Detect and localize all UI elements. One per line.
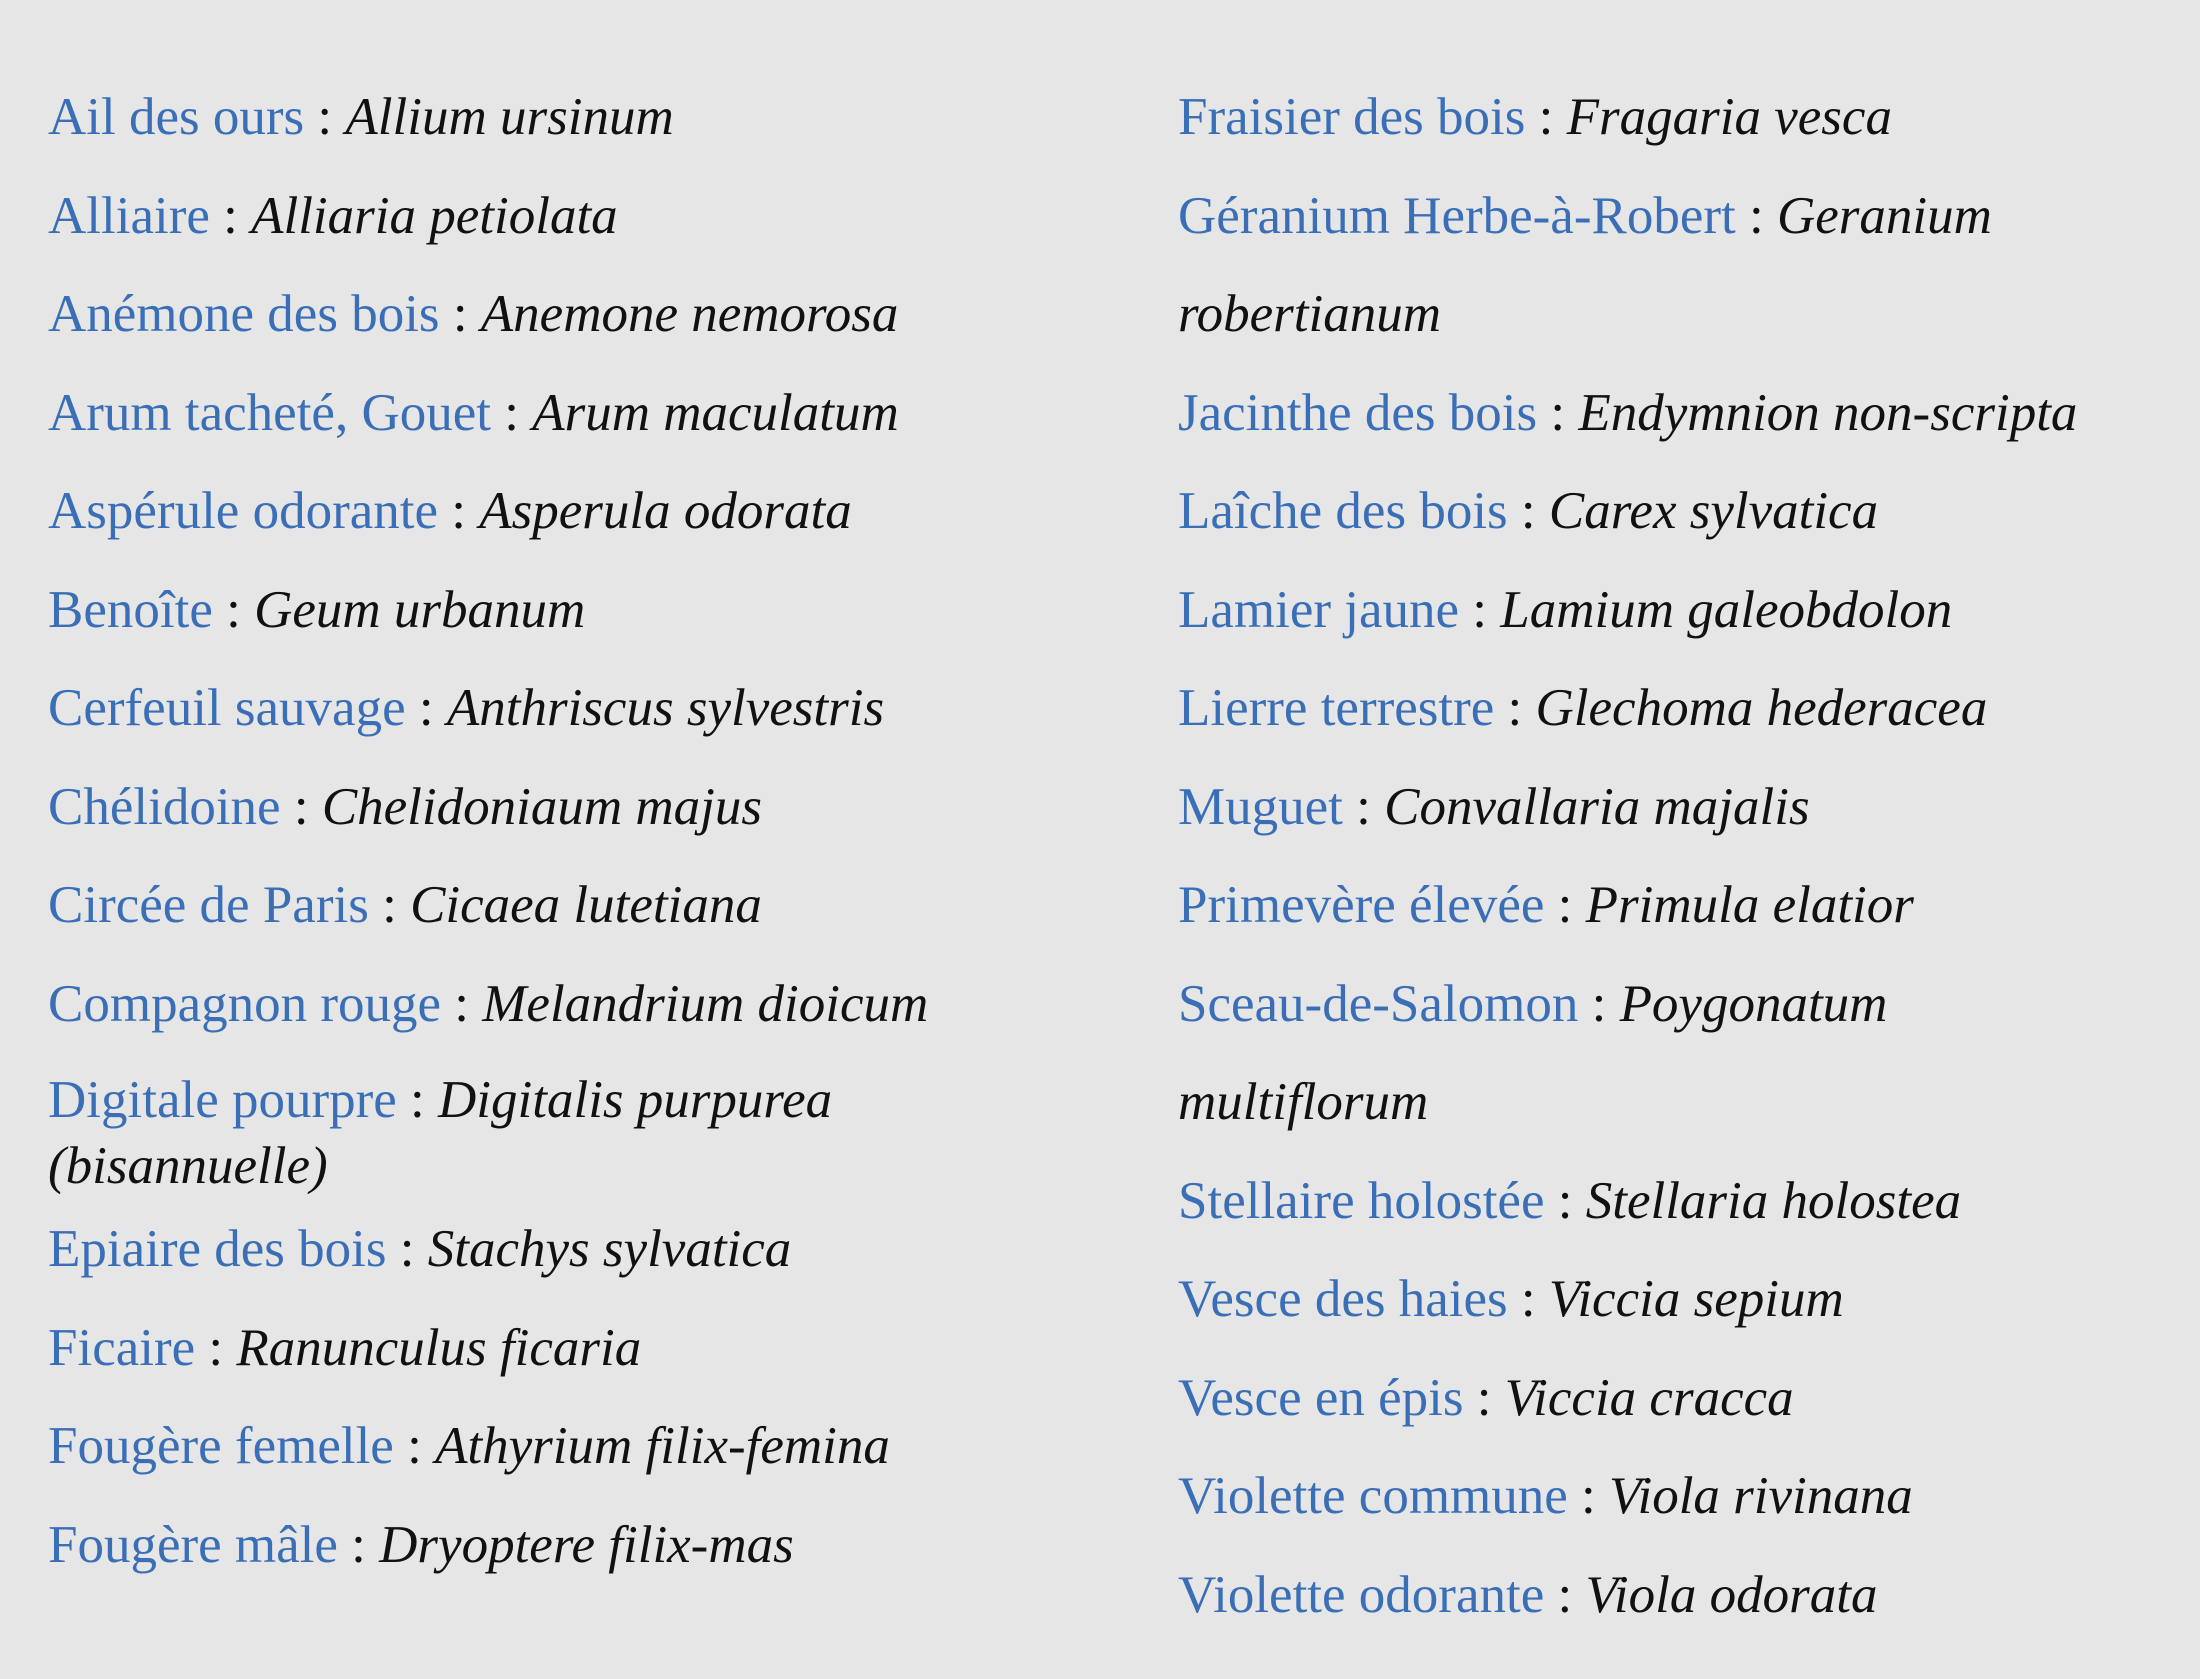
scientific-name: Convallaria majalis [1384, 777, 1810, 836]
scientific-name: Stachys sylvatica [427, 1220, 792, 1278]
common-name-link[interactable]: Violette commune [1178, 1467, 1568, 1525]
plant-entry [48, 1299, 1128, 1398]
common-name-link[interactable]: Fougère mâle [48, 1515, 338, 1574]
scientific-name: Digitalis purpurea (bisannuelle) [48, 1071, 833, 1195]
separator: : [405, 679, 447, 737]
scientific-name: Poygonatum multiflorum [1178, 974, 1888, 1131]
common-name-link[interactable]: Chélidoine [48, 777, 281, 836]
plant-entry [1178, 167, 2078, 364]
separator: : [195, 1318, 237, 1377]
scientific-name: Viola odorata [1585, 1565, 1878, 1624]
plant-entry [48, 462, 1128, 561]
plant-entry [48, 1496, 1128, 1595]
plant-entry [48, 856, 1128, 955]
separator: : [280, 777, 322, 836]
common-name-link[interactable]: Violette odorante [1178, 1565, 1545, 1624]
separator: : [1544, 876, 1586, 934]
common-name-link[interactable]: Primevère élevée [1178, 876, 1545, 934]
scientific-name: Geum urbanum [254, 580, 586, 639]
separator: : [439, 285, 481, 343]
common-name-link[interactable]: Jacinthe des bois [1178, 383, 1538, 442]
common-name-link[interactable]: Stellaire holostée [1178, 1171, 1545, 1230]
separator: : [1494, 679, 1536, 737]
common-name-link[interactable]: Alliaire [48, 186, 210, 245]
common-name-link[interactable]: Circée de Paris [48, 876, 369, 934]
common-name-link[interactable]: Aspérule odorante [48, 482, 438, 540]
scientific-name: Anthriscus sylvestris [446, 679, 885, 737]
plant-entry [48, 561, 1128, 660]
scientific-name: Carex sylvatica [1548, 482, 1879, 540]
separator: : [1578, 974, 1620, 1033]
plant-entry [1178, 856, 2178, 955]
common-name-link[interactable]: Ficaire [48, 1318, 196, 1377]
scientific-name: Viccia sepium [1548, 1270, 1844, 1328]
right-plant-column [1178, 68, 2178, 1644]
separator: : [396, 1071, 439, 1129]
plant-entry [1178, 955, 1998, 1152]
common-name-link[interactable]: Ail des ours [48, 88, 305, 146]
scientific-name: Asperula odorata [479, 482, 852, 540]
common-name-link[interactable]: Cerfeuil sauvage [48, 679, 406, 737]
separator: : [1567, 1467, 1610, 1525]
separator: : [386, 1220, 428, 1278]
common-name-link[interactable]: Digitale pourpre [48, 1071, 397, 1129]
separator: : [1459, 580, 1501, 639]
plant-entry [1178, 1349, 2178, 1448]
left-plant-column [48, 68, 1128, 1594]
plant-entry [1178, 659, 2178, 758]
plant-entry [48, 364, 1128, 463]
common-name-link[interactable]: Arum tacheté, Gouet [48, 383, 491, 442]
separator: : [490, 383, 533, 442]
common-name-link[interactable]: Vesce en épis [1178, 1368, 1464, 1427]
plant-entry [48, 758, 1128, 857]
scientific-name: Lamium galeobdolon [1500, 580, 1953, 639]
plant-entry [48, 659, 1128, 758]
plant-entry [48, 68, 1128, 167]
separator: : [304, 88, 346, 146]
common-name-link[interactable]: Laîche des bois [1178, 482, 1508, 540]
plant-entry [1178, 1250, 2178, 1349]
separator: : [1507, 482, 1549, 540]
common-name-link[interactable]: Anémone des bois [48, 285, 440, 343]
separator: : [441, 974, 483, 1033]
plant-entry [1178, 1152, 2178, 1251]
separator: : [212, 580, 255, 639]
scientific-name: Stellaria holostea [1585, 1171, 1962, 1230]
separator: : [1544, 1171, 1586, 1230]
scientific-name: Allium ursinum [345, 88, 674, 146]
common-name-link[interactable]: Fraisier des bois [1178, 88, 1526, 146]
scientific-name: Chelidoniaum majus [321, 777, 763, 836]
plant-entry [48, 1200, 1128, 1299]
separator: : [1463, 1368, 1505, 1427]
scientific-name: Viccia cracca [1504, 1368, 1794, 1427]
scientific-name: Cicaea lutetiana [410, 876, 762, 934]
scientific-name: Glechoma hederacea [1535, 679, 1988, 737]
plant-entry [48, 1397, 1128, 1496]
common-name-link[interactable]: Muguet [1178, 777, 1343, 836]
scientific-name: Melandrium dioicum [482, 974, 929, 1033]
common-name-link[interactable]: Compagnon rouge [48, 974, 442, 1033]
common-name-link[interactable]: Sceau-de-Salomon [1178, 974, 1579, 1033]
separator: : [1537, 383, 1579, 442]
plant-entry [48, 955, 1128, 1054]
common-name-link[interactable]: Lamier jaune [1178, 580, 1460, 639]
plant-entry [48, 265, 1128, 364]
plant-entry [1178, 462, 2178, 561]
common-name-link[interactable]: Lierre terrestre [1178, 679, 1495, 737]
scientific-name: Endymnion non-scripta [1578, 383, 2078, 442]
separator: : [438, 482, 480, 540]
common-name-link[interactable]: Vesce des haies [1178, 1270, 1508, 1328]
plant-entry [1178, 561, 2178, 660]
plant-entry [48, 1053, 928, 1200]
separator: : [1507, 1270, 1549, 1328]
scientific-name: Ranunculus ficaria [236, 1318, 642, 1377]
scientific-name: Anemone nemorosa [480, 285, 899, 343]
common-name-link[interactable]: Benoîte [48, 580, 213, 639]
separator: : [1544, 1565, 1586, 1624]
plant-entry [1178, 758, 2178, 857]
plant-entry [1178, 1447, 2178, 1546]
scientific-name: Alliaria petiolata [251, 186, 618, 245]
separator: : [1525, 88, 1567, 146]
separator: : [393, 1417, 436, 1475]
scientific-name: Athyrium filix-femina [435, 1417, 890, 1475]
separator: : [368, 876, 411, 934]
separator: : [337, 1515, 380, 1574]
scientific-name: Geranium robertianum [1178, 186, 1992, 343]
separator: : [1735, 186, 1777, 245]
scientific-name: Viola rivinana [1609, 1467, 1913, 1525]
plant-entry [1178, 1546, 2178, 1645]
common-name-link[interactable]: Epiaire des bois [48, 1220, 387, 1278]
plant-entry [48, 167, 1128, 266]
common-name-link[interactable]: Fougère femelle [48, 1417, 394, 1475]
separator: : [209, 186, 252, 245]
plant-entry [1178, 364, 2178, 463]
common-name-link[interactable]: Géranium Herbe-à-Robert [1178, 186, 1736, 245]
scientific-name: Arum maculatum [532, 383, 899, 442]
scientific-name: Dryoptere filix-mas [379, 1515, 794, 1574]
scientific-name: Fragaria vesca [1566, 88, 1892, 146]
separator: : [1342, 777, 1385, 836]
plant-entry [1178, 68, 2178, 167]
scientific-name: Primula elatior [1585, 876, 1914, 934]
